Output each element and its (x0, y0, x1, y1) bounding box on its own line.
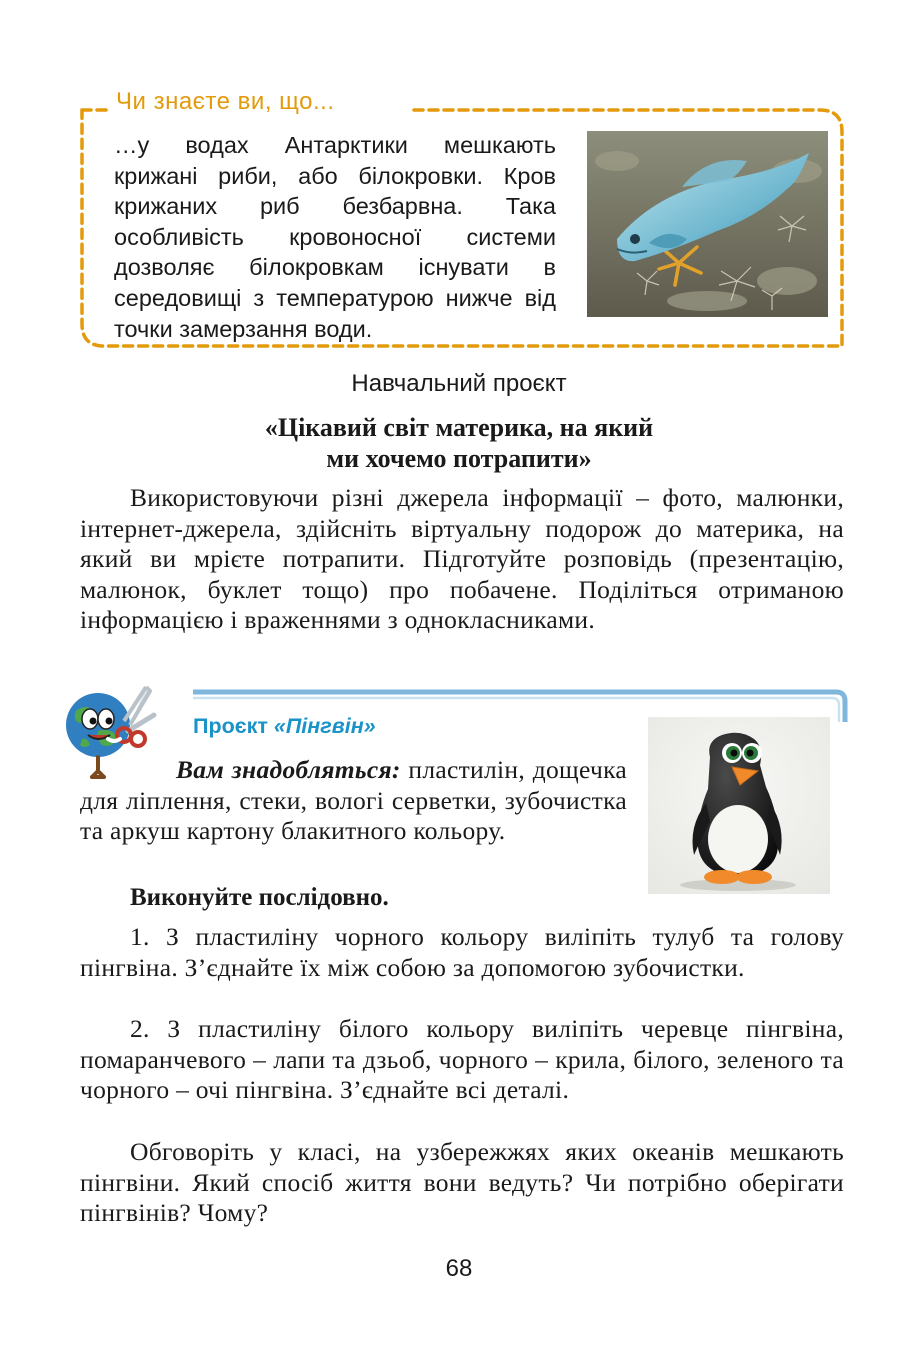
penguin-heading-prefix: Проєкт (193, 714, 268, 738)
materials-text (80, 755, 627, 847)
project-paragraph: Використовуючи різні джерела інформації – фото, малюнки, інтернет-джерела, здійсніть віртуальну подорож до материка, на який ви мрієте потрапити. Підготуйте розповідь (презентацію, малюнок, буклет тощо) про побачене. Поділіться отриманою інформацією і враженнями з однокласниками. (80, 483, 844, 635)
page-number: 68 (445, 1255, 473, 1282)
project-title-line-2: ми хочемо потрапити» (326, 444, 592, 473)
materials-list: пластилін, дощечка для ліплення, стеки, вологі серветки, зубочистка та аркуш картону блакитного кольору. (80, 755, 627, 846)
materials-label: Вам знадобляться: (176, 755, 401, 784)
project-title-line-1: «Цікавий світ материка, на який (264, 413, 654, 442)
did-you-know-title: Чи знаєте ви, що... (116, 88, 335, 115)
step-2: 2. З пластиліну білого кольору виліпіть черевце пінгвіна, помаранчевого – лапи та дзьоб, чорного – крила, білого, зеленого та чорного – очі пінгвіна. З’єднайте всі деталі. (80, 1014, 844, 1105)
plasticine-penguin-photo (648, 717, 830, 894)
penguin-heading-name: «Пінгвін» (273, 714, 376, 738)
edu-project-label: Навчальний проєкт (351, 370, 567, 397)
did-you-know-text: …у водах Антарктики мешкають крижані риби, або білокровки. Кров крижаних риб безбарвна. Така особливість кровоносної системи дозволяє білокровкам існувати в середовищі з температурою нижче від точки замерзання води. (114, 132, 556, 342)
sequence-label: Виконуйте послідовно. (130, 884, 389, 911)
penguin-project-heading (193, 714, 376, 739)
discussion-paragraph: Обговоріть у класі, на узбережжях яких океанів мешкають пінгвіни. Який спосіб життя вони ведуть? Чи потрібно оберігати пінгвінів? Чому? (80, 1137, 844, 1228)
step-1: 1. З пластиліну чорного кольору виліпіть тулуб та голову пінгвіна. З’єднайте їх між собою за допомогою зубочистки. (80, 922, 844, 982)
